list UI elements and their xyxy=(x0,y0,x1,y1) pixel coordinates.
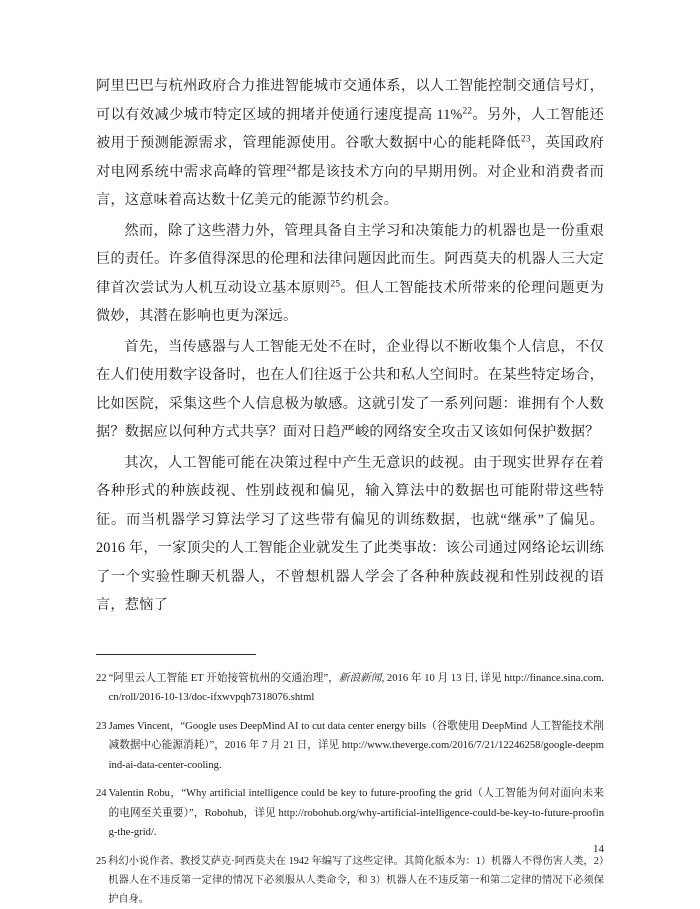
footnote-separator xyxy=(96,654,256,655)
footnote-number: 22 xyxy=(96,672,107,684)
footnote-item xyxy=(96,717,604,776)
footnote-text-run: Valentin Robu，“Why artificial intelligence could be key to future-proofing the grid（人工智能为何对面向未来的电网至关重要）”，Robohub，详见 xyxy=(108,788,604,819)
footnote-marker[interactable]: 22 xyxy=(462,105,473,116)
footnote-text-run: ， xyxy=(328,672,339,684)
paragraph-p3: 首先，当传感器与人工智能无处不在时，企业得以不断收集个人信息，不仅在人们使用数字设备时，也在人们往返于公共和私人空间时。在某些特定场合，比如医院，采集这些个人信息极为敏感。这就引发了一系列问题：谁拥有个人数据？数据应以何种方式共享？面对日趋严峻的网络安全攻击又该如何保护数据？ xyxy=(96,338,604,440)
footnote-text xyxy=(109,717,604,776)
paragraph-p2: 然而，除了这些潜力外，管理具备自主学习和决策能力的机器也是一份重艰巨的责任。许多值得深思的伦理和法律问题因此而生。阿西莫夫的机器人三大定律首次尝试为人机互动设立基本原则$^{25}$。但人工智能技术所带来的伦理问题更为微妙，其潜在影响也更为深远。 xyxy=(96,222,605,324)
footnote-marker[interactable]: 25 xyxy=(330,278,341,289)
footnote-text xyxy=(108,852,604,909)
footnote-marker[interactable]: 24 xyxy=(286,162,297,173)
footnote-number: 24 xyxy=(96,788,107,799)
page-number: 14 xyxy=(593,843,604,855)
footnote-item xyxy=(96,852,604,909)
footnote-text-run: James Vincent，“Google uses DeepMind AI to cut data center energy bills（谷歌使用 DeepMind 人工智能技术削减数据中心能源消耗）”，2016 年 7 月 21 日，详见 xyxy=(108,720,604,751)
footnote-text xyxy=(109,669,604,708)
paragraph-p1: 阿里巴巴与杭州政府合力推进智能城市交通体系，以人工智能控制交通信号灯，可以有效减少城市特定区域的拥堵并使通行速度提高 11%$^{22}$。另外，人工智能还被用于预测能源需求，管理能源使用。谷歌大数据中心的能耗降低$^{23}$，英国政府对电网系统中需求高峰的管理$^{24}$都是该技术方向的早期用例。对企业和消费者而言，这意味着高达数十亿美元的能源节约机会。 xyxy=(96,78,604,208)
footnote-number: 23 xyxy=(96,720,107,732)
footnote-item xyxy=(96,669,604,708)
footnote-text-run: 科幻小说作者、教授艾萨克·阿西莫夫在 1942 年编写了这些定律。其简化版本为：1）机器人不得伤害人类，2）机器人在不违反第一定律的情况下必须服从人类命令，和 3）机器人在不违反第一和第二定律的情况下必须保护自身。 xyxy=(108,855,604,905)
footnote-source-title: 新浪新闻 xyxy=(338,672,382,684)
footnote-url[interactable]: http://www.theverge.com/2016/7/21/12246258/google-deepmind-ai-data-center-cooling. xyxy=(108,740,604,771)
footnote-text-run: , 2016 年 10 月 13 日, 详见 xyxy=(381,672,502,684)
footnote-list xyxy=(96,669,604,909)
footnote-marker[interactable]: 23 xyxy=(520,134,531,145)
footnote-text-run: “阿里云人工智能 ET 开始接管杭州的交通治理” xyxy=(108,672,329,684)
footnote-item xyxy=(96,784,604,843)
footnote-url[interactable]: http://robohub.org/why-artificial-intelligence-could-be-key-to-future-proofing-the-grid/. xyxy=(108,807,604,838)
footnote-url[interactable]: http://finance.sina.com.cn/roll/2016-10-13/doc-ifxwvpqh7318076.shtml xyxy=(108,672,605,703)
paragraph-p4: 其次，人工智能可能在决策过程中产生无意识的歧视。由于现实世界存在着各种形式的种族歧视、性别歧视和偏见，输入算法中的数据也可能附带这些特征。而当机器学习算法学习了这些带有偏见的训练数据，也就“继承”了偏见。2016 年，一家顶尖的人工智能企业就发生了此类事故：该公司通过网络论坛训练了一个实验性聊天机器人，不曾想机器人学会了各种种族歧视和性别歧视的语言，惹恼了 xyxy=(96,454,604,613)
footnote-number: 25 xyxy=(96,855,107,867)
footnote-text xyxy=(109,784,604,843)
body-text-block xyxy=(96,72,604,620)
